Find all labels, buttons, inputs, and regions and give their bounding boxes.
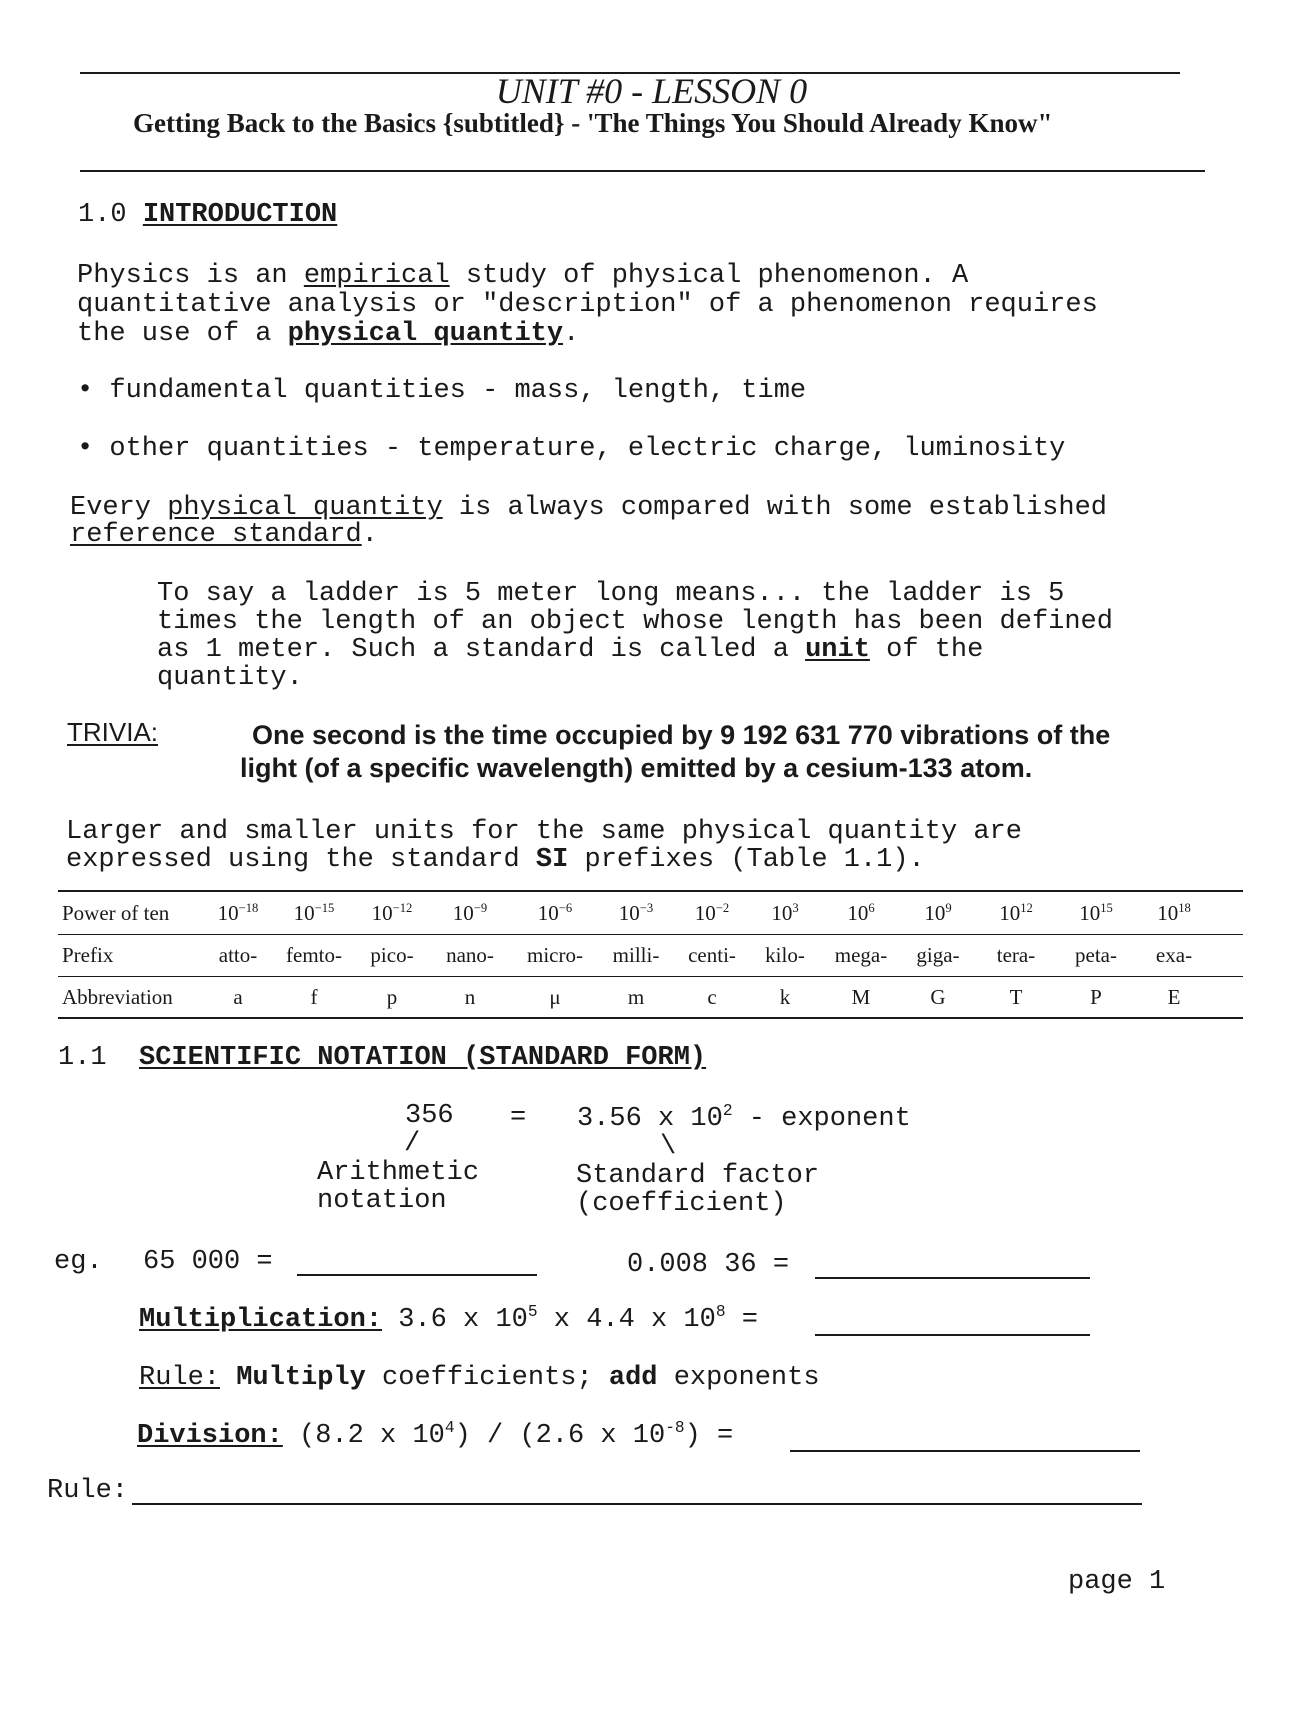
text: is always compared with some established (442, 493, 1107, 523)
bullet-fundamental (77, 377, 806, 406)
arrow-backslash: \ (660, 1132, 677, 1162)
text: ) = (684, 1421, 734, 1451)
bullet-other (77, 435, 1065, 464)
table-top-rule (58, 890, 1243, 892)
text: prefixes (Table 1.1). (568, 845, 925, 875)
example-standard-form (577, 1102, 911, 1134)
table-cell-abbreviation: μ (549, 985, 561, 1009)
table-cell-prefix: exa- (1155, 943, 1193, 967)
text: . (563, 319, 580, 349)
table-cell-prefix: peta- (1075, 943, 1117, 967)
text: coefficients; (365, 1363, 609, 1393)
bullet-text: other quantities - temperature, electric charge, luminosity (109, 434, 1066, 464)
text: as 1 meter. Such a standard is called a (157, 635, 806, 665)
exponent: 2 (722, 1102, 733, 1120)
term-empirical: empirical (303, 261, 450, 291)
table-cell-power (821, 901, 901, 926)
table-cell-prefix: milli- (612, 943, 660, 967)
reference-line1 (70, 494, 1107, 523)
answer-blank-2[interactable] (815, 1277, 1090, 1279)
power-base: 10 (452, 901, 474, 925)
text: - exponent (732, 1104, 911, 1134)
example-equals: = (510, 1103, 527, 1133)
bullet-icon: • (77, 376, 94, 406)
si-intro-line1: Larger and smaller units for the same physical quantity are (66, 817, 1022, 847)
table-row-rule (58, 976, 1243, 977)
table-cell-abbreviation: a (233, 985, 243, 1009)
power-exponent: 9 (945, 901, 952, 915)
table-row-label-abbreviation: Abbreviation (62, 985, 173, 1009)
trivia-line1: One second is the time occupied by 9 192 631 770 vibrations of the (252, 720, 1111, 750)
text: . (361, 520, 378, 550)
table-bottom-rule (58, 1017, 1243, 1019)
section-title: SCIENTIFIC NOTATION (STANDARD FORM) (139, 1043, 707, 1073)
division-line (137, 1419, 734, 1451)
table-cell-power (198, 901, 278, 926)
table-cell-abbreviation: f (310, 985, 318, 1009)
text: Physics is an (77, 261, 304, 291)
term-unit: unit (805, 635, 870, 665)
table-cell-power (1056, 901, 1136, 926)
term-physical-quantity: physical quantity (287, 319, 564, 349)
header-bottom-rule (80, 170, 1205, 172)
text: x 4.4 x 10 (537, 1305, 716, 1335)
power-base: 10 (293, 901, 315, 925)
table-cell-power (898, 901, 978, 926)
power-base: 10 (847, 901, 869, 925)
table-cell-power (976, 901, 1056, 926)
answer-blank-4[interactable] (790, 1450, 1140, 1452)
reference-line2 (70, 521, 378, 550)
rule-multiplication-line (139, 1364, 820, 1393)
exercise-2-text: 0.008 36 = (627, 1250, 790, 1280)
label-standard-2: (coefficient) (576, 1189, 787, 1219)
intro-paragraph-line1 (77, 262, 968, 291)
table-cell-abbreviation: n (464, 985, 476, 1009)
ladder-line1: To say a ladder is 5 meter long means... the ladder is 5 (157, 579, 1065, 609)
table-cell-abbreviation: E (1167, 985, 1181, 1009)
table-cell-prefix: atto- (218, 943, 258, 967)
bullet-text: fundamental quantities - mass, length, time (109, 376, 807, 406)
table-cell-abbreviation: G (930, 985, 946, 1009)
text: study of physical phenomenon. A (449, 261, 969, 291)
power-exponent: −9 (473, 901, 488, 915)
table-row-rule (58, 934, 1243, 935)
label-standard-1: Standard factor (576, 1161, 820, 1191)
term-physical-quantity-2: physical quantity (167, 493, 443, 523)
multiplication-label: Multiplication: (139, 1305, 383, 1335)
table-cell-power (745, 901, 825, 926)
division-label: Division: (137, 1421, 283, 1451)
table-cell-abbreviation: P (1090, 985, 1102, 1009)
exponent: -8 (665, 1419, 685, 1437)
trivia-label: TRIVIA: (67, 717, 159, 747)
section-sci-heading (58, 1044, 706, 1073)
text: (8.2 x 10 (282, 1421, 445, 1451)
power-base: 10 (537, 901, 559, 925)
power-base: 10 (999, 901, 1021, 925)
table-cell-abbreviation: m (627, 985, 645, 1009)
text: 3.56 x 10 (577, 1104, 723, 1134)
multiplication-line (139, 1303, 758, 1335)
table-cell-abbreviation: c (707, 985, 717, 1009)
power-exponent: −12 (392, 901, 413, 915)
power-base: 10 (694, 901, 716, 925)
table-cell-power (672, 901, 752, 926)
power-exponent: 3 (792, 901, 799, 915)
text: ) / (2.6 x 10 (454, 1421, 666, 1451)
text: = (725, 1305, 758, 1335)
exponent: 8 (715, 1303, 726, 1321)
eg-label: eg. (54, 1247, 103, 1277)
table-cell-abbreviation: k (779, 985, 791, 1009)
power-base: 10 (771, 901, 793, 925)
table-cell-prefix: giga- (916, 943, 960, 967)
text: of the (869, 635, 984, 665)
page-subtitle: Getting Back to the Basics {subtitled} - 'The Things You Should Already Know" (133, 108, 1053, 138)
power-exponent: −3 (639, 901, 654, 915)
text: the use of a (77, 319, 288, 349)
power-base: 10 (618, 901, 640, 925)
power-base: 10 (217, 901, 239, 925)
table-cell-prefix: centi- (688, 943, 736, 967)
power-exponent: −18 (238, 901, 259, 915)
power-exponent: 6 (868, 901, 875, 915)
power-exponent: −2 (715, 901, 730, 915)
term-add: add (608, 1363, 658, 1393)
intro-paragraph-line2: quantitative analysis or "description" of a phenomenon requires (77, 290, 1098, 320)
si-intro-line2 (66, 846, 925, 875)
text: Every (70, 493, 168, 523)
table-cell-power (596, 901, 676, 926)
power-base: 10 (371, 901, 393, 925)
si-prefix-table (58, 890, 1243, 1020)
term-multiply: Multiply (236, 1363, 366, 1393)
trivia-line2: light (of a specific wavelength) emitted by a cesium-133 atom. (240, 753, 1033, 783)
table-cell-abbreviation: p (386, 985, 398, 1009)
label-arithmetic-2: notation (317, 1186, 447, 1216)
answer-blank-3[interactable] (815, 1334, 1090, 1336)
text: exponents (657, 1363, 820, 1393)
power-exponent: 15 (1100, 901, 1113, 915)
power-base: 10 (924, 901, 946, 925)
example-arithmetic-value: 356 (405, 1101, 454, 1131)
power-exponent: −15 (314, 901, 335, 915)
table-cell-power (430, 901, 510, 926)
label-arithmetic-1: Arithmetic (317, 1158, 480, 1188)
rule-division-label: Rule: (47, 1476, 129, 1506)
table-cell-prefix: micro- (527, 943, 583, 967)
answer-blank-rule[interactable] (132, 1503, 1142, 1505)
table-cell-power (515, 901, 595, 926)
exercise-1-text: 65 000 = (143, 1247, 273, 1277)
term-si: SI (535, 845, 569, 875)
table-cell-prefix: kilo- (765, 943, 805, 967)
power-base: 10 (1157, 901, 1179, 925)
table-cell-power (274, 901, 354, 926)
table-cell-power (1134, 901, 1214, 926)
intro-paragraph-line3 (77, 320, 579, 349)
table-cell-abbreviation: T (1009, 985, 1023, 1009)
section-number: 1.0 (78, 200, 127, 230)
exponent: 4 (444, 1419, 455, 1437)
table-cell-prefix: mega- (834, 943, 888, 967)
section-number: 1.1 (58, 1043, 107, 1073)
ladder-line3 (157, 636, 983, 665)
power-exponent: 18 (1178, 901, 1191, 915)
answer-blank-1[interactable] (297, 1274, 537, 1276)
ladder-line4: quantity. (157, 663, 303, 693)
table-cell-prefix: femto- (286, 943, 342, 967)
ladder-line2: times the length of an object whose length has been defined (157, 607, 1113, 637)
section-title: INTRODUCTION (142, 200, 338, 230)
table-cell-prefix: pico- (370, 943, 414, 967)
power-base: 10 (1079, 901, 1101, 925)
table-cell-prefix: nano- (446, 943, 494, 967)
arrow-slash: / (404, 1129, 421, 1159)
table-cell-prefix: tera- (996, 943, 1036, 967)
exponent: 5 (527, 1303, 538, 1321)
page-title: UNIT #0 - LESSON 0 (495, 71, 808, 111)
text: expressed using the standard (66, 845, 536, 875)
power-exponent: 12 (1020, 901, 1033, 915)
table-row-label-power: Power of ten (62, 901, 170, 925)
text: 3.6 x 10 (382, 1305, 528, 1335)
section-intro-heading (78, 201, 337, 230)
table-cell-power (352, 901, 432, 926)
table-row-label-prefix: Prefix (62, 943, 114, 967)
power-exponent: −6 (558, 901, 573, 915)
rule-label: Rule: (139, 1363, 221, 1393)
table-cell-abbreviation: M (851, 985, 871, 1009)
page-number: page 1 (1068, 1567, 1166, 1597)
term-reference-standard: reference standard (70, 520, 362, 550)
bullet-icon: • (77, 434, 94, 464)
